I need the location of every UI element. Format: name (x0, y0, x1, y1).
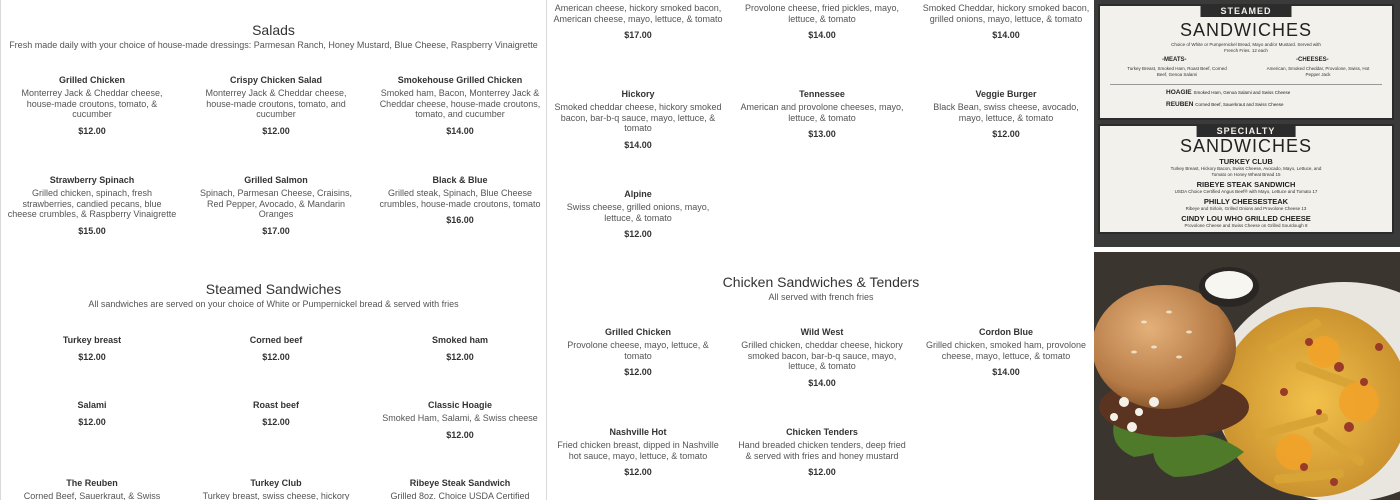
item-price: $12.00 (446, 429, 474, 440)
menu-item (7, 478, 177, 500)
item-name: Alpine (624, 189, 652, 199)
item-name: Strawberry Spinach (49, 175, 135, 185)
item-name: Turkey Club (250, 478, 302, 488)
item-desc: Black Bean, swiss cheese, avocado, mayo, lettuce, & tomato (933, 102, 1079, 123)
food-image (1094, 252, 1400, 500)
board-text: Turkey Breast, Hickory Bacon, Swiss Cheese, Avocado, Mayo, Lettuce, and Tomato on Honey Wheat Bread 15 (1170, 166, 1322, 177)
item-price: $12.00 (262, 417, 290, 427)
steamed-sandwiches-title: Steamed Sandwiches (205, 281, 342, 297)
steamed-sandwiches-board (1098, 4, 1394, 120)
menu-item (737, 89, 907, 139)
item-name: The Reuben (66, 478, 118, 488)
item-name: Crispy Chicken Salad (229, 75, 323, 85)
item-desc: Grilled 8oz. Choice USDA Certified (390, 491, 530, 500)
board-item: HOAGIE Smoked Ham, Genoa Salami and Swiss Cheese (1166, 89, 1291, 96)
board-text: USDA Choice Certified Angus Beef® with Mayo, Lettuce and Tomato 17 (1174, 189, 1318, 194)
menu-item (375, 75, 545, 136)
item-desc: Fried chicken breast, dipped in Nashville hot sauce, mayo, lettuce, & tomato (557, 440, 719, 461)
item-desc: Smoked ham, Bacon, Monterrey Jack & Cheddar cheese, house-made croutons, tomato, and cucumber (379, 88, 541, 119)
item-name: Grilled Chicken (604, 327, 672, 337)
menu-item (553, 189, 723, 239)
board-label: -CHEESES- (1296, 57, 1329, 63)
item-price: $12.00 (624, 367, 652, 377)
menu-item (375, 175, 545, 225)
item-desc: Grilled steak, Spinach, Blue Cheese crumbles, house-made croutons, tomato (379, 188, 541, 209)
menu-item (553, 327, 723, 377)
item-name: Corned beef (249, 335, 303, 345)
item-price: $17.00 (262, 225, 290, 236)
item-name: Classic Hoagie (427, 400, 493, 410)
item-price: $12.00 (262, 352, 290, 362)
item-desc: Monterrey Jack & Cheddar cheese, house-made croutons, tomato, and cucumber (205, 88, 347, 119)
menu-item (921, 89, 1091, 139)
item-desc: Corned Beef, Sauerkraut, & Swiss (23, 491, 161, 500)
item-price: $16.00 (446, 215, 474, 225)
item-desc: Smoked Ham, Salami, & Swiss cheese (382, 413, 538, 423)
board-heading: SANDWICHES (1179, 20, 1312, 40)
board-heading: SANDWICHES (1179, 136, 1312, 156)
specialty-sandwiches-board (1098, 124, 1394, 234)
menu-item (375, 478, 545, 500)
board-item: RIBEYE STEAK SANDWICH (1196, 180, 1296, 189)
item-price: $12.00 (78, 125, 106, 136)
board-text: Provolone Cheese and Swiss Cheese on Grilled Sourdough 8 (1184, 223, 1308, 228)
menu-board-photo[interactable] (1094, 0, 1400, 247)
item-desc: American cheese, hickory smoked bacon, American cheese, mayo, lettuce, & tomato (553, 3, 723, 24)
item-name: Smokehouse Grilled Chicken (397, 75, 523, 85)
chicken-sandwiches-subtitle: All served with french fries (768, 292, 874, 302)
board-item: TURKEY CLUB (1219, 157, 1273, 166)
item-price: $17.00 (624, 30, 652, 40)
item-price: $12.00 (446, 352, 474, 362)
item-price: $14.00 (992, 30, 1020, 40)
menu-item (553, 89, 723, 150)
menu-item (191, 175, 361, 236)
board-text: American, Smoked Cheddar, Provolone, Swiss, Hot Pepper Jack (1266, 66, 1370, 77)
item-price: $13.00 (808, 129, 836, 139)
steamed-sandwiches-subtitle: All sandwiches are served on your choice of White or Pumpernickel bread & served with fries (88, 299, 459, 309)
item-name: Black & Blue (432, 175, 488, 185)
item-price: $12.00 (624, 229, 652, 239)
item-name: Ribeye Steak Sandwich (409, 478, 511, 488)
chicken-sandwiches-title: Chicken Sandwiches & Tenders (722, 274, 920, 290)
item-price: $14.00 (808, 377, 836, 388)
menu-item (7, 335, 177, 362)
menu-item (375, 335, 545, 362)
board-item: CINDY LOU WHO GRILLED CHEESE (1181, 214, 1311, 223)
item-price: $12.00 (78, 352, 106, 362)
item-price: $14.00 (624, 139, 652, 150)
item-name: Roast beef (252, 400, 299, 410)
board-text: Turkey Breast, Smoked Ham, Roast Beef, Corned Beef, Genoa Salami (1127, 66, 1227, 77)
item-desc: Smoked Cheddar, hickory smoked bacon, grilled onions, mayo, lettuce, & tomato (922, 3, 1090, 24)
item-desc: Spinach, Parmesan Cheese, Craisins, Red Pepper, Avocado, & Mandarin Oranges (199, 188, 353, 219)
item-name: Turkey breast (62, 335, 122, 345)
menu-item (191, 75, 361, 136)
board-item: REUBEN Corned Beef, Sauerkraut and Swiss Cheese (1166, 101, 1284, 108)
menu-item (737, 3, 907, 40)
item-price: $12.00 (624, 467, 652, 477)
menu-page-right (548, 0, 1094, 500)
item-desc: Monterrey Jack & Cheddar cheese, house-made croutons, tomato, & cucumber (21, 88, 163, 119)
item-name: Veggie Burger (975, 89, 1037, 99)
item-price: $12.00 (992, 129, 1020, 139)
board-tag: STEAMED (1200, 5, 1291, 17)
menu-item (737, 327, 907, 388)
item-desc: Turkey breast, swiss cheese, hickory (202, 491, 350, 500)
item-price: $15.00 (78, 225, 106, 236)
item-name: Nashville Hot (609, 427, 667, 437)
menu-item (7, 75, 177, 136)
menu-item (737, 427, 907, 477)
item-desc: American and provolone cheeses, mayo, lettuce, & tomato (740, 102, 904, 123)
item-name: Wild West (800, 327, 844, 337)
board-divider (1110, 84, 1382, 85)
item-desc: Grilled chicken, smoked ham, provolone cheese, mayo, lettuce, & tomato (925, 340, 1087, 361)
menu-item (191, 400, 361, 427)
item-name: Cordon Blue (979, 327, 1033, 337)
item-desc: Provolone cheese, fried pickles, mayo, lettuce, & tomato (744, 3, 900, 24)
item-price: $12.00 (808, 467, 836, 477)
board-text: Ribeye and Sirloin, Grilled Onions and Provolone Cheese 13 (1185, 206, 1307, 211)
item-desc: Hand breaded chicken tenders, deep fried & served with fries and honey mustard (738, 440, 906, 461)
menu-item (191, 335, 361, 362)
item-name: Hickory (621, 89, 655, 99)
menu-page-left (0, 0, 547, 500)
board-item: PHILLY CHEESESTEAK (1203, 197, 1289, 206)
item-price: $12.00 (78, 417, 106, 427)
item-price: $14.00 (446, 125, 474, 136)
item-name: Smoked ham (431, 335, 489, 345)
menu-item (375, 400, 545, 440)
item-price: $14.00 (808, 30, 836, 40)
item-name: Grilled Salmon (244, 175, 308, 185)
menu-item (921, 327, 1091, 377)
menu-item (191, 478, 361, 500)
menu-item (553, 3, 723, 40)
item-desc: Smoked cheddar cheese, hickory smoked bacon, bar-b-q sauce, mayo, lettuce, & tomato (554, 102, 722, 133)
menu-item (7, 400, 177, 427)
item-name: Grilled Chicken (58, 75, 126, 85)
board-label: -MEATS- (1162, 57, 1187, 63)
item-price: $12.00 (262, 125, 290, 136)
salads-title: Salads (252, 22, 295, 38)
item-desc: Grilled chicken, spinach, fresh strawberries, candied pecans, blue cheese crumbles, & Raspberry Vinaigrette (7, 188, 177, 219)
item-desc: Provolone cheese, mayo, lettuce, & tomato (567, 340, 709, 361)
item-desc: Grilled chicken, cheddar cheese, hickory smoked bacon, bar-b-q sauce, mayo, lettuce, & tomato (741, 340, 903, 371)
item-desc: Swiss cheese, grilled onions, mayo, lettuce, & tomato (566, 202, 710, 223)
item-name: Chicken Tenders (786, 427, 858, 437)
burger-and-fries-photo[interactable] (1094, 252, 1400, 500)
item-price: $14.00 (992, 367, 1020, 377)
menu-item (7, 175, 177, 236)
item-name: Tennessee (799, 89, 845, 99)
menu-item (553, 427, 723, 477)
photo-gallery (1094, 0, 1400, 500)
item-name: Salami (77, 400, 107, 410)
salads-subtitle: Fresh made daily with your choice of house-made dressings: Parmesan Ranch, Honey Mustard, Blue Cheese, Raspberry Vinaigrette (9, 40, 538, 50)
menu-item (921, 3, 1091, 40)
board-note: Choice of White or Pumpernickel Bread, Mayo and/or Mustard. Served with French Fries. 12 each (1171, 42, 1321, 53)
board-tag: SPECIALTY (1197, 125, 1296, 137)
